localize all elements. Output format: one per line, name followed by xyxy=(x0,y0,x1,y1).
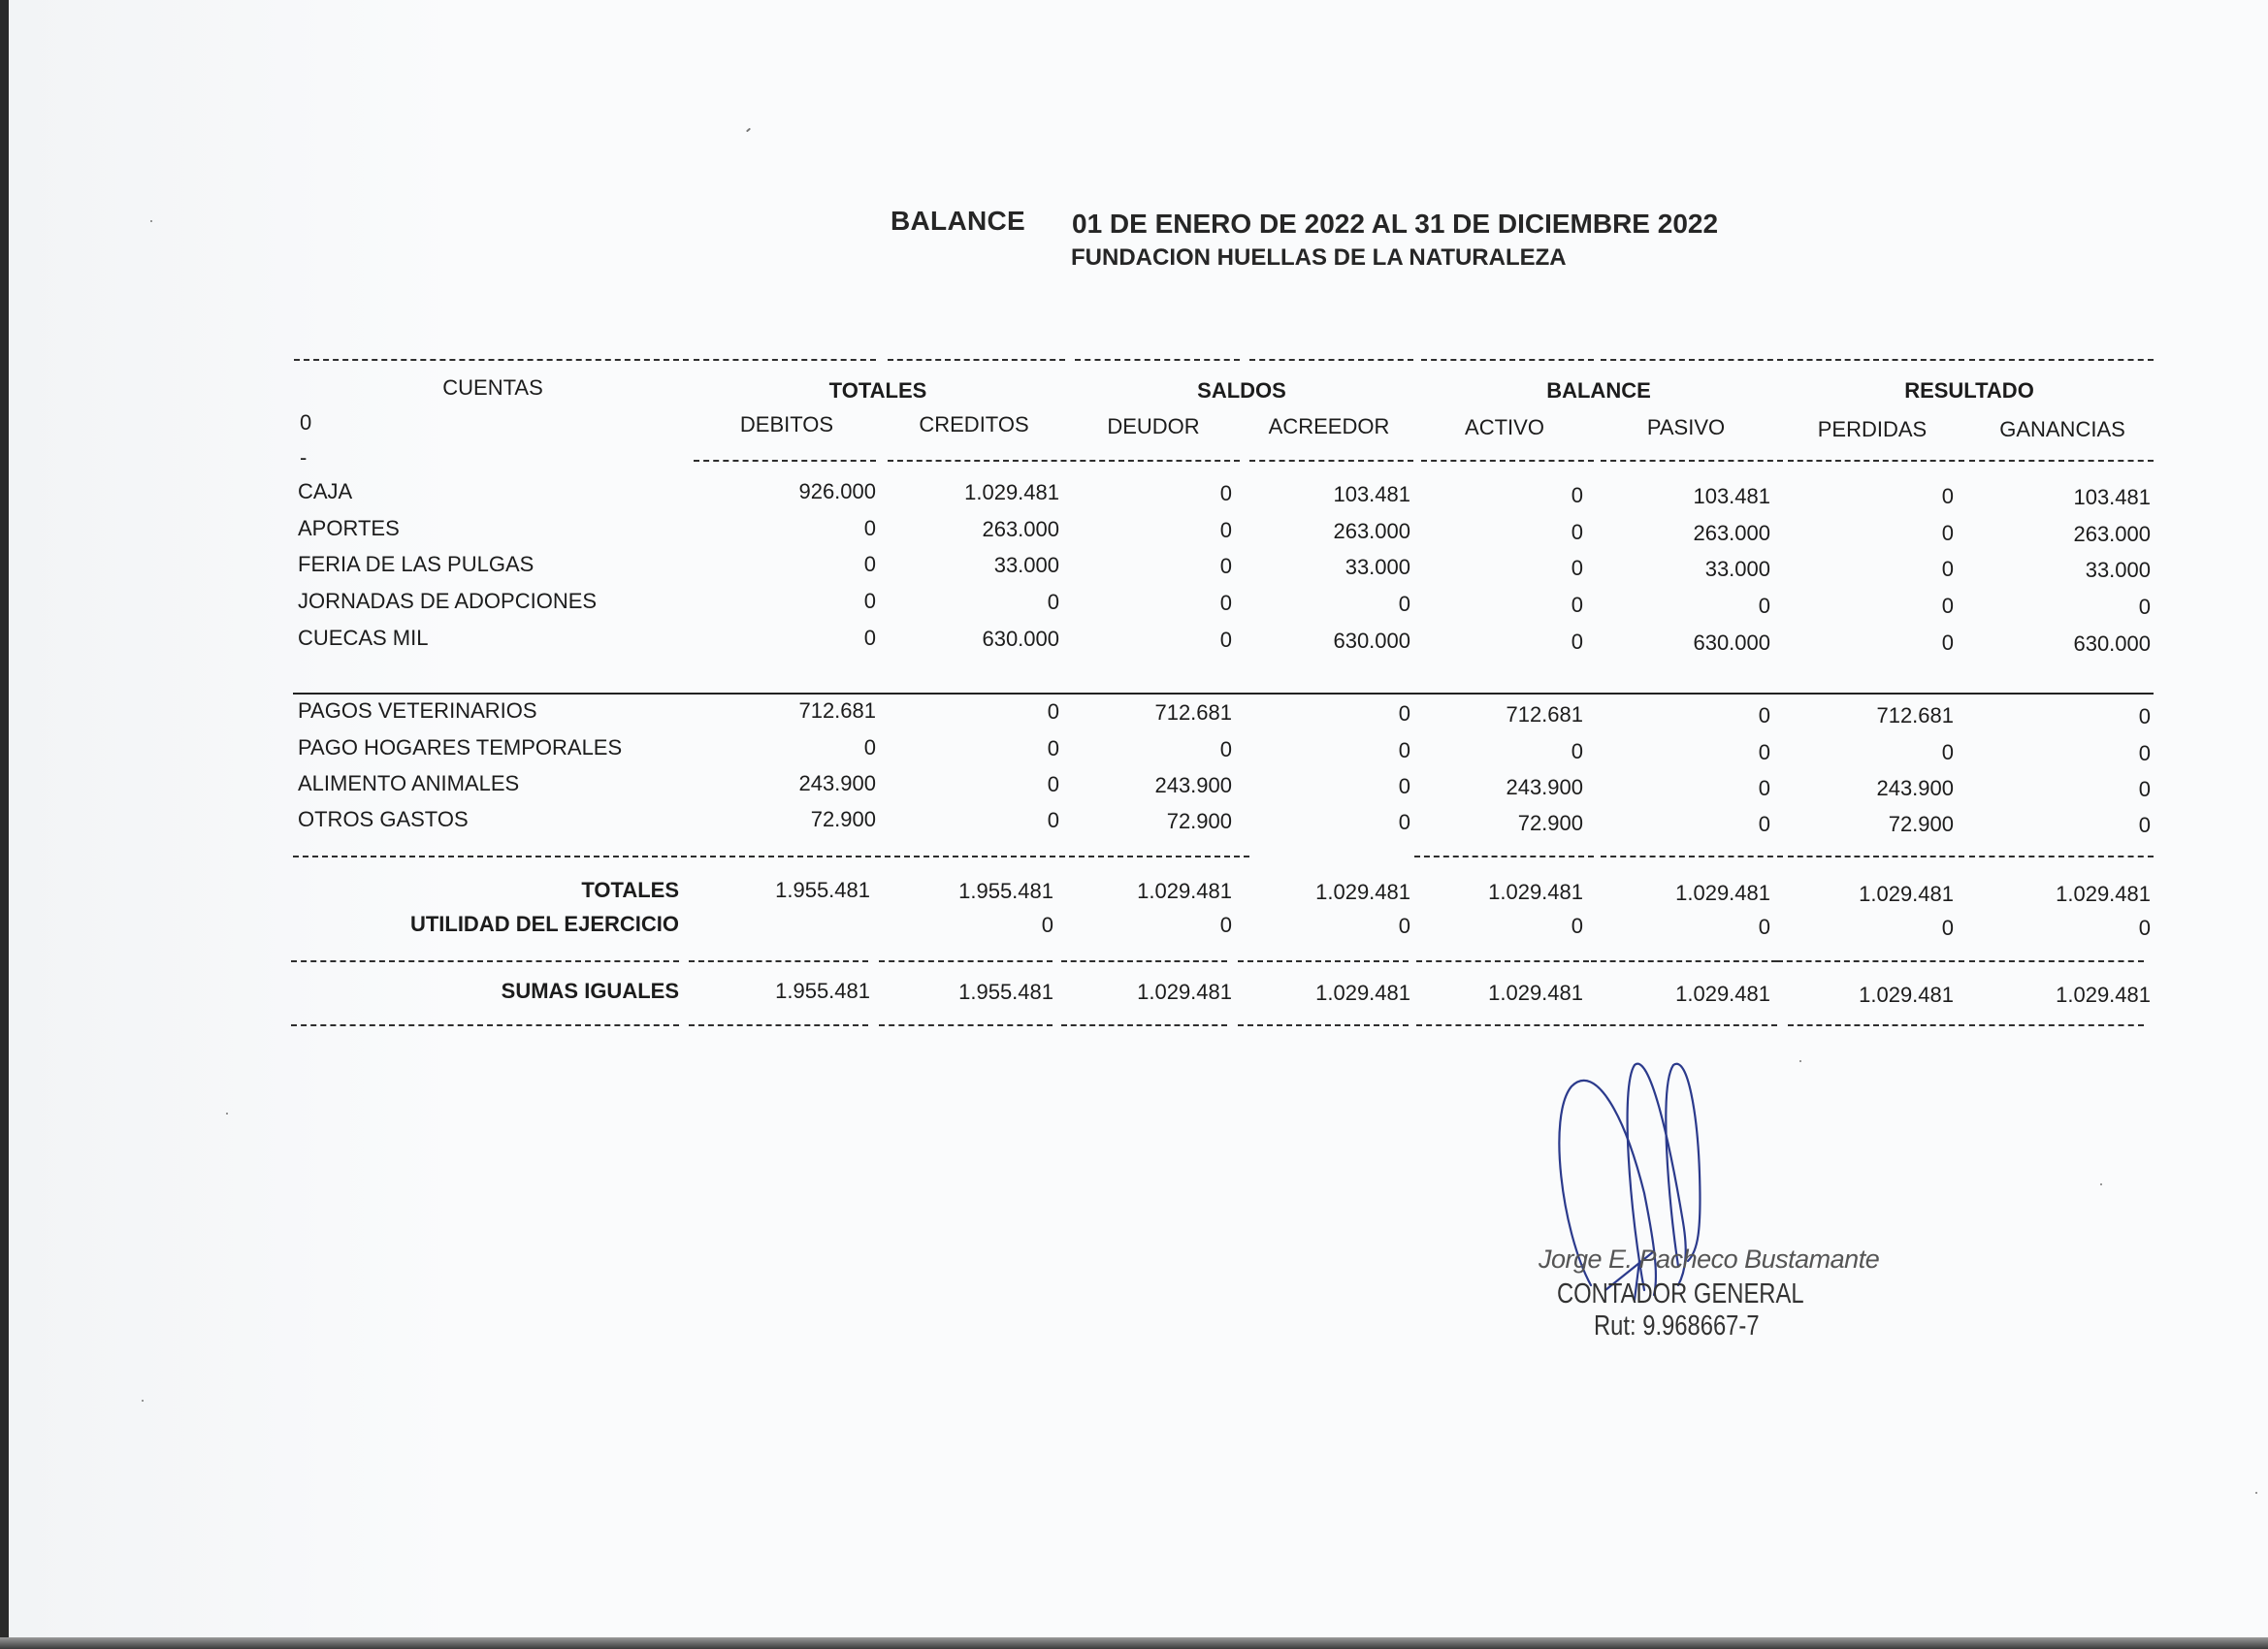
sums-rule-top xyxy=(689,960,868,962)
expense-row-value: 0 xyxy=(1398,737,1410,762)
totals-value: 1.029.481 xyxy=(1315,879,1410,904)
income-row-value: 103.481 xyxy=(1693,483,1770,508)
header-rule-top xyxy=(1421,359,1594,361)
scan-speck xyxy=(142,1400,144,1402)
income-row-value: 33.000 xyxy=(1345,554,1410,579)
income-row-value: 630.000 xyxy=(1333,628,1410,653)
expense-row-value: 243.900 xyxy=(1506,774,1583,799)
expense-row-account: PAGO HOGARES TEMPORALES xyxy=(298,735,623,760)
sums-rule-top xyxy=(1591,960,1777,962)
income-row-value: 103.481 xyxy=(1333,481,1410,506)
expense-row-value: 0 xyxy=(2138,704,2151,729)
income-row-value: 0 xyxy=(863,589,876,613)
expense-row-value: 712.681 xyxy=(1154,699,1232,725)
totals-rule-top xyxy=(293,856,1249,857)
income-row-account: FERIA DE LAS PULGAS xyxy=(298,552,535,576)
utility-value: 0 xyxy=(1941,915,1954,940)
sums-value: 1.029.481 xyxy=(1137,980,1232,1005)
expense-row-value: 712.681 xyxy=(1506,701,1583,727)
column-header-creditos: CREDITOS xyxy=(919,412,1029,436)
column-header-ganancias: GANANCIAS xyxy=(1999,416,2125,441)
expense-row-value: 0 xyxy=(1941,740,1954,765)
expense-row-value: 0 xyxy=(1398,773,1410,798)
income-row-value: 0 xyxy=(1941,557,1954,582)
column-group-balance: BALANCE xyxy=(1546,378,1651,403)
sums-rule-top xyxy=(879,960,1053,962)
column-header-debitos: DEBITOS xyxy=(739,412,834,436)
header-rule-top xyxy=(1601,359,1783,361)
income-row-value: 0 xyxy=(1571,555,1583,580)
totals-rule-top xyxy=(1414,856,1594,857)
totals-value: 1.029.481 xyxy=(1859,881,1954,906)
utility-value: 0 xyxy=(2138,916,2151,941)
income-row-account: JORNADAS DE ADOPCIONES xyxy=(298,589,598,613)
document-title: BALANCE xyxy=(891,206,1025,236)
income-row-account: CUECAS MIL xyxy=(298,626,429,650)
income-row-value: 0 xyxy=(1941,521,1954,546)
sums-rule-top xyxy=(1238,960,1409,962)
totals-value: 1.955.481 xyxy=(958,878,1053,903)
income-row-value: 926.000 xyxy=(798,479,876,503)
expense-row-account: PAGOS VETERINARIOS xyxy=(298,698,537,723)
income-row-value: 0 xyxy=(1941,630,1954,656)
sums-rule-bottom xyxy=(1591,1024,1777,1026)
sums-label: SUMAS IGUALES xyxy=(501,979,679,1003)
sums-rule-top xyxy=(1061,960,1227,962)
income-row-value: 0 xyxy=(1219,517,1232,542)
expense-row-value: 0 xyxy=(1047,698,1059,724)
header-rule-bottom xyxy=(1788,460,1964,462)
column-header-acreedor: ACREEDOR xyxy=(1268,413,1390,438)
totals-rule-top xyxy=(1788,856,1964,857)
utility-label: UTILIDAD DEL EJERCICIO xyxy=(409,912,679,936)
column-header-pasivo: PASIVO xyxy=(1646,415,1726,439)
column-group-resultado: RESULTADO xyxy=(1904,378,2034,403)
sums-rule-bottom xyxy=(291,1024,679,1026)
header-rule-top xyxy=(694,359,876,361)
income-row-value: 0 xyxy=(863,516,876,540)
sums-value: 1.029.481 xyxy=(1315,980,1410,1005)
income-row-value: 263.000 xyxy=(1693,520,1770,545)
column-group-saldos: SALDOS xyxy=(1197,378,1286,403)
income-row-value: 0 xyxy=(1941,484,1954,509)
header-rule-bottom xyxy=(1601,460,1783,462)
sums-rule-bottom xyxy=(1788,1024,1964,1026)
income-row-value: 0 xyxy=(2138,595,2151,620)
sums-rule-bottom xyxy=(1416,1024,1589,1026)
expense-row-value: 0 xyxy=(1758,775,1770,800)
header-rule-top xyxy=(1788,359,1964,361)
totals-rule-top xyxy=(1601,856,1783,857)
header-rule-bottom xyxy=(694,460,876,462)
utility-value: 0 xyxy=(1041,912,1053,937)
header-rule-bottom xyxy=(1969,460,2154,462)
expense-row-value: 0 xyxy=(1047,771,1059,796)
sums-value: 1.955.481 xyxy=(958,979,1053,1004)
income-row-value: 263.000 xyxy=(2073,522,2151,547)
utility-value: 0 xyxy=(1219,913,1232,938)
income-row-value: 630.000 xyxy=(2073,631,2151,657)
expense-row-value: 72.900 xyxy=(1888,812,1954,837)
column-header-accounts: CUENTAS xyxy=(442,375,543,400)
expense-row-account: ALIMENTO ANIMALES xyxy=(298,771,520,795)
sums-value: 1.029.481 xyxy=(1488,981,1583,1006)
expense-row-value: 0 xyxy=(1758,702,1770,728)
header-rule-bottom xyxy=(888,460,1240,462)
income-row-account: CAJA xyxy=(298,479,353,503)
expense-row-value: 0 xyxy=(2138,813,2151,838)
income-row-value: 0 xyxy=(1219,553,1232,578)
income-row-value: 33.000 xyxy=(993,552,1059,577)
header-rule-bottom xyxy=(1249,460,1413,462)
sums-rule-top xyxy=(1416,960,1589,962)
expense-row-value: 0 xyxy=(2138,777,2151,802)
sums-rule-bottom xyxy=(689,1024,868,1026)
scan-speck xyxy=(2100,1183,2102,1185)
expense-row-value: 0 xyxy=(2138,741,2151,766)
sums-value: 1.955.481 xyxy=(775,979,870,1003)
expense-row-value: 72.900 xyxy=(810,807,876,831)
income-row-value: 0 xyxy=(1047,589,1059,614)
column-header-perdidas: PERDIDAS xyxy=(1817,416,1928,441)
sums-rule-top xyxy=(1777,960,1964,962)
expense-row-value: 0 xyxy=(1398,700,1410,726)
income-row-value: 0 xyxy=(1571,629,1583,654)
income-row-value: 33.000 xyxy=(1704,556,1770,581)
sums-value: 1.029.481 xyxy=(2056,983,2151,1008)
income-row-value: 0 xyxy=(1758,593,1770,618)
income-row-account: APORTES xyxy=(298,516,400,540)
sums-rule-bottom xyxy=(1061,1024,1227,1026)
income-row-value: 630.000 xyxy=(982,626,1059,651)
expense-row-value: 0 xyxy=(1219,736,1232,761)
expense-row-value: 712.681 xyxy=(1876,703,1954,728)
income-row-value: 0 xyxy=(863,626,876,650)
header-rule-top xyxy=(294,359,689,361)
accountant-name: Jorge E. Pacheco Bustamante xyxy=(1539,1245,1880,1274)
sums-rule-bottom xyxy=(879,1024,1053,1026)
income-row-value: 0 xyxy=(1571,482,1583,507)
utility-value: 0 xyxy=(1571,914,1583,939)
sums-rule-top xyxy=(1969,960,2144,962)
income-row-value: 630.000 xyxy=(1693,630,1770,655)
totals-value: 1.029.481 xyxy=(1137,879,1232,904)
income-row-value: 0 xyxy=(1398,591,1410,616)
header-rule-top xyxy=(1249,359,1413,361)
expense-row-value: 0 xyxy=(1047,807,1059,832)
scan-speck xyxy=(2255,1492,2257,1494)
sums-rule-top xyxy=(291,960,679,962)
totals-value: 1.029.481 xyxy=(2056,882,2151,907)
document-period: 01 DE ENERO DE 2022 AL 31 DE DICIEMBRE 2022 xyxy=(1072,209,1719,239)
accountant-role: CONTADOR GENERAL xyxy=(1557,1278,1804,1310)
sums-rule-bottom xyxy=(1969,1024,2144,1026)
expense-row-value: 0 xyxy=(1398,809,1410,834)
income-row-value: 0 xyxy=(1219,627,1232,652)
expense-row-value: 243.900 xyxy=(798,771,876,795)
income-row-value: 263.000 xyxy=(1333,518,1410,543)
totals-value: 1.029.481 xyxy=(1488,880,1583,905)
income-row-value: 33.000 xyxy=(2085,558,2151,583)
accounts-subheader: 0 xyxy=(300,410,312,435)
totals-value: 1.955.481 xyxy=(775,878,870,902)
expense-row-value: 0 xyxy=(1758,739,1770,764)
sums-rule-bottom xyxy=(1238,1024,1409,1026)
expense-row-value: 72.900 xyxy=(1166,808,1232,833)
column-header-activo: ACTIVO xyxy=(1465,415,1544,439)
header-rule-top xyxy=(888,359,1065,361)
header-rule-top xyxy=(1969,359,2154,361)
scan-border-left xyxy=(0,0,9,1649)
expense-row-value: 243.900 xyxy=(1154,772,1232,797)
income-row-value: 0 xyxy=(1941,594,1954,619)
column-header-deudor: DEUDOR xyxy=(1107,413,1200,438)
expense-row-value: 0 xyxy=(1047,735,1059,760)
expense-row-value: 243.900 xyxy=(1876,776,1954,801)
sums-value: 1.029.481 xyxy=(1859,982,1954,1007)
scan-speck xyxy=(226,1113,228,1115)
accountant-rut: Rut: 9.968667-7 xyxy=(1594,1310,1760,1342)
expense-row-value: 0 xyxy=(1758,811,1770,836)
scan-border-bottom xyxy=(0,1637,2268,1649)
column-group-totales: TOTALES xyxy=(828,378,927,403)
totals-value: 1.029.481 xyxy=(1675,881,1770,905)
expense-row-value: 0 xyxy=(863,735,876,760)
utility-value: 0 xyxy=(1398,913,1410,938)
accounts-dash: - xyxy=(300,445,308,469)
income-row-value: 103.481 xyxy=(2073,485,2151,510)
income-row-value: 0 xyxy=(1219,480,1232,505)
sums-value: 1.029.481 xyxy=(1675,982,1770,1006)
section-divider xyxy=(293,693,2154,695)
totals-label: TOTALES xyxy=(581,878,679,902)
income-row-value: 0 xyxy=(1571,592,1583,617)
scan-speck xyxy=(150,220,152,222)
expense-row-value: 712.681 xyxy=(798,698,876,723)
organization-name: FUNDACION HUELLAS DE LA NATURALEZA xyxy=(1071,244,1567,271)
totals-rule-top xyxy=(1969,856,2154,857)
header-rule-top xyxy=(1075,359,1240,361)
expense-row-value: 72.900 xyxy=(1517,810,1583,835)
income-row-value: 0 xyxy=(1571,519,1583,544)
utility-value: 0 xyxy=(1758,915,1770,939)
income-row-value: 0 xyxy=(1219,590,1232,615)
expense-row-value: 0 xyxy=(1571,738,1583,763)
expense-row-account: OTROS GASTOS xyxy=(298,807,469,831)
income-row-value: 1.029.481 xyxy=(964,479,1059,504)
income-row-value: 263.000 xyxy=(982,516,1059,541)
scan-speck xyxy=(1799,1060,1801,1062)
header-rule-bottom xyxy=(1421,460,1594,462)
income-row-value: 0 xyxy=(863,552,876,576)
